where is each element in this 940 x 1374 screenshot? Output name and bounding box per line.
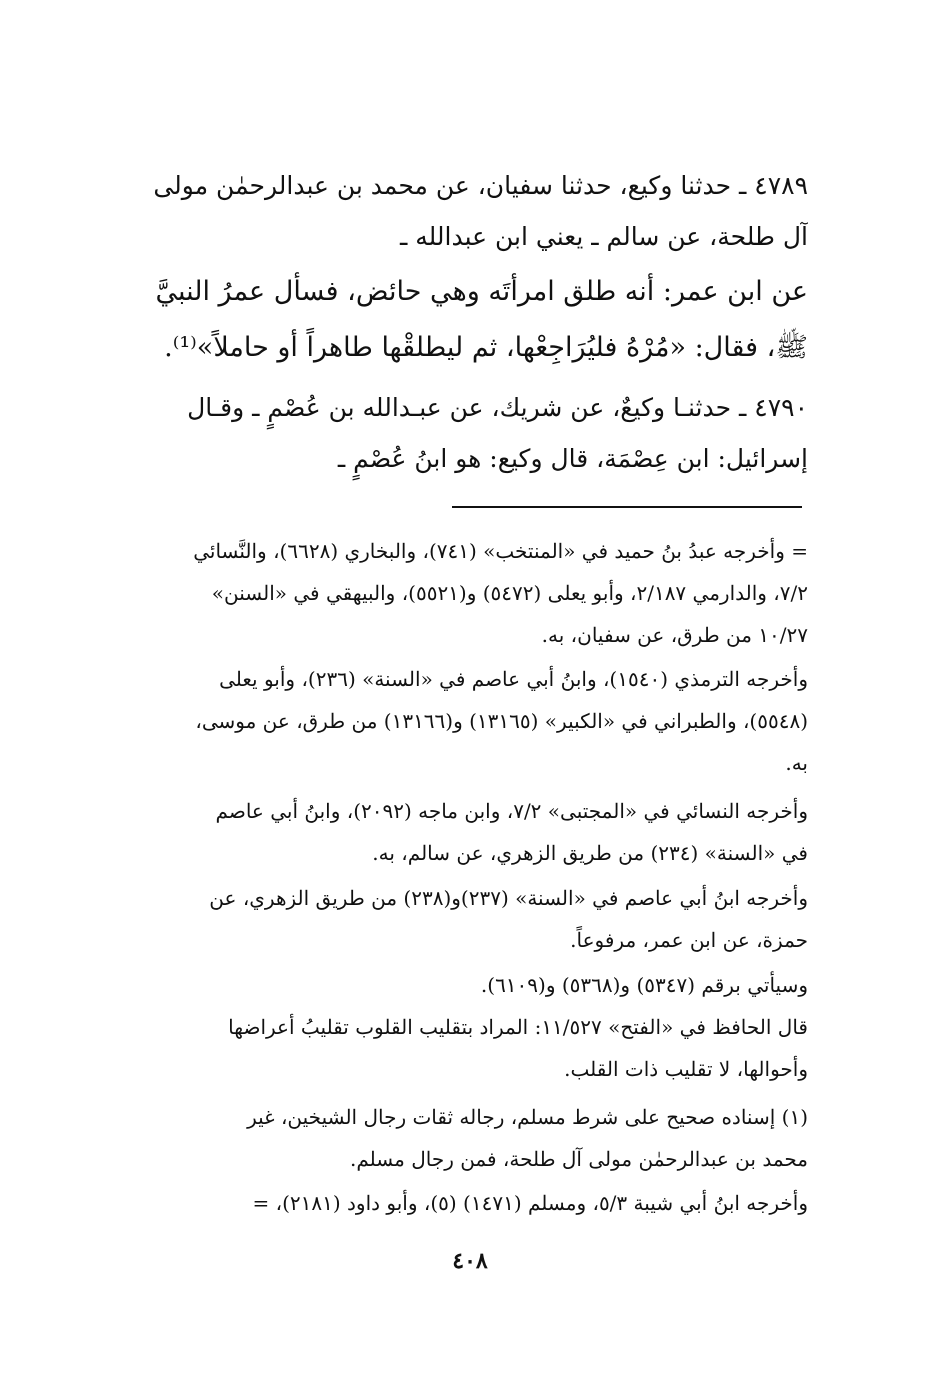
text-line: حمزة، عن ابن عمر، مرفوعاً. <box>570 928 808 952</box>
text-line: به. <box>785 751 808 775</box>
footnote-paragraph <box>100 530 808 656</box>
text-line: (١) إسناده صحيح على شرط مسلم، رجاله ثقات رجال الشيخين، غير <box>247 1105 808 1129</box>
text-line: وأخرجه ابنُ أبي عاصم في «السنة» (٢٣٧)و(٢٣٨) من طريق الزهري، عن <box>209 886 808 910</box>
text-line: ٤٧٨٩ ـ حدثنا وكيع، حدثنا سفيان، عن محمد بن عبدالرحمٰن مولى <box>153 171 808 200</box>
text-line: في «السنة» (٢٣٤) من طريق الزهري، عن سالم، به. <box>372 841 808 865</box>
text-line: = وأخرجه عبدُ بنُ حميد في «المنتخب» (٧٤١)، والبخاري (٦٦٢٨)، والنَّسائي <box>193 539 808 563</box>
page-number: ٤٠٨ <box>452 1248 488 1274</box>
hadith-4790-chain <box>100 382 808 484</box>
footnote-paragraph <box>100 1006 808 1090</box>
text-line: وأحوالها، لا تقليب ذات القلب. <box>564 1057 808 1081</box>
text-line: ٧/٢، والدارمي ٢/١٨٧، وأبو يعلى (٥٤٧٢) و(٥٥٢١)، والبيهقي في «السنن» <box>211 581 808 605</box>
footnote-separator <box>452 506 802 508</box>
text-line: آل طلحة، عن سالم ـ يعني ابن عبدالله ـ <box>399 222 808 251</box>
text-line: وأخرجه ابنُ أبي شيبة ٥/٣، ومسلم (١٤٧١) (٥)، وأبو داود (٢١٨١)، = <box>252 1191 808 1215</box>
text-line: قال الحافظ في «الفتح» ١١/٥٢٧: المراد بتقليب القلوب تقليبُ أعراضها <box>228 1015 808 1039</box>
text-line: (٥٥٤٨)، والطبراني في «الكبير» (١٣١٦٥) و(١٣١٦٦) من طرق، عن موسى، <box>195 709 808 733</box>
footnote-paragraph <box>100 877 808 961</box>
footnote-paragraph <box>100 790 808 874</box>
text-line: وأخرجه الترمذي (١٥٤٠)، وابنُ أبي عاصم في «السنة» (٢٣٦)، وأبو يعلى <box>219 667 808 691</box>
text-line: ١٠/٢٧ من طرق، عن سفيان، به. <box>541 623 808 647</box>
footnote-paragraph <box>100 964 808 1006</box>
hadith-4789-chain <box>100 160 808 262</box>
text-line: وسيأتي برقم (٥٣٤٧) و(٥٣٦٨) و(٦١٠٩). <box>480 973 808 997</box>
text-line: ٤٧٩٠ ـ حدثنـا وكيعٌ، عن شريك، عن عبـدالله بن عُصْمٍ ـ وقـال <box>187 393 808 422</box>
footnote-paragraph <box>100 1182 808 1224</box>
text-line: وأخرجه النسائي في «المجتبى» ٧/٢، وابن ماجه (٢٠٩٢)، وابنُ أبي عاصم <box>215 799 808 823</box>
hadith-4789-matn <box>100 264 808 376</box>
text-line: عن ابن عمر: أنه طلق امرأتَه وهي حائض، فسأل عمرُ النبيَّ <box>155 276 808 307</box>
text-line: محمد بن عبدالرحمٰن مولى آل طلحة، فمن رجال مسلم. <box>350 1147 808 1171</box>
footnote-paragraph <box>100 658 808 784</box>
footnote-1 <box>100 1096 808 1180</box>
text-line: إسرائيل: ابن عِصْمَة، قال وكيع: هو ابنُ عُصْمٍ ـ <box>337 444 808 473</box>
text-line: ﷺ، فقال: «مُرْهُ فليُرَاجِعْها، ثم ليطلقْها طاهراً أو حاملاً»⁽¹⁾. <box>164 332 808 363</box>
